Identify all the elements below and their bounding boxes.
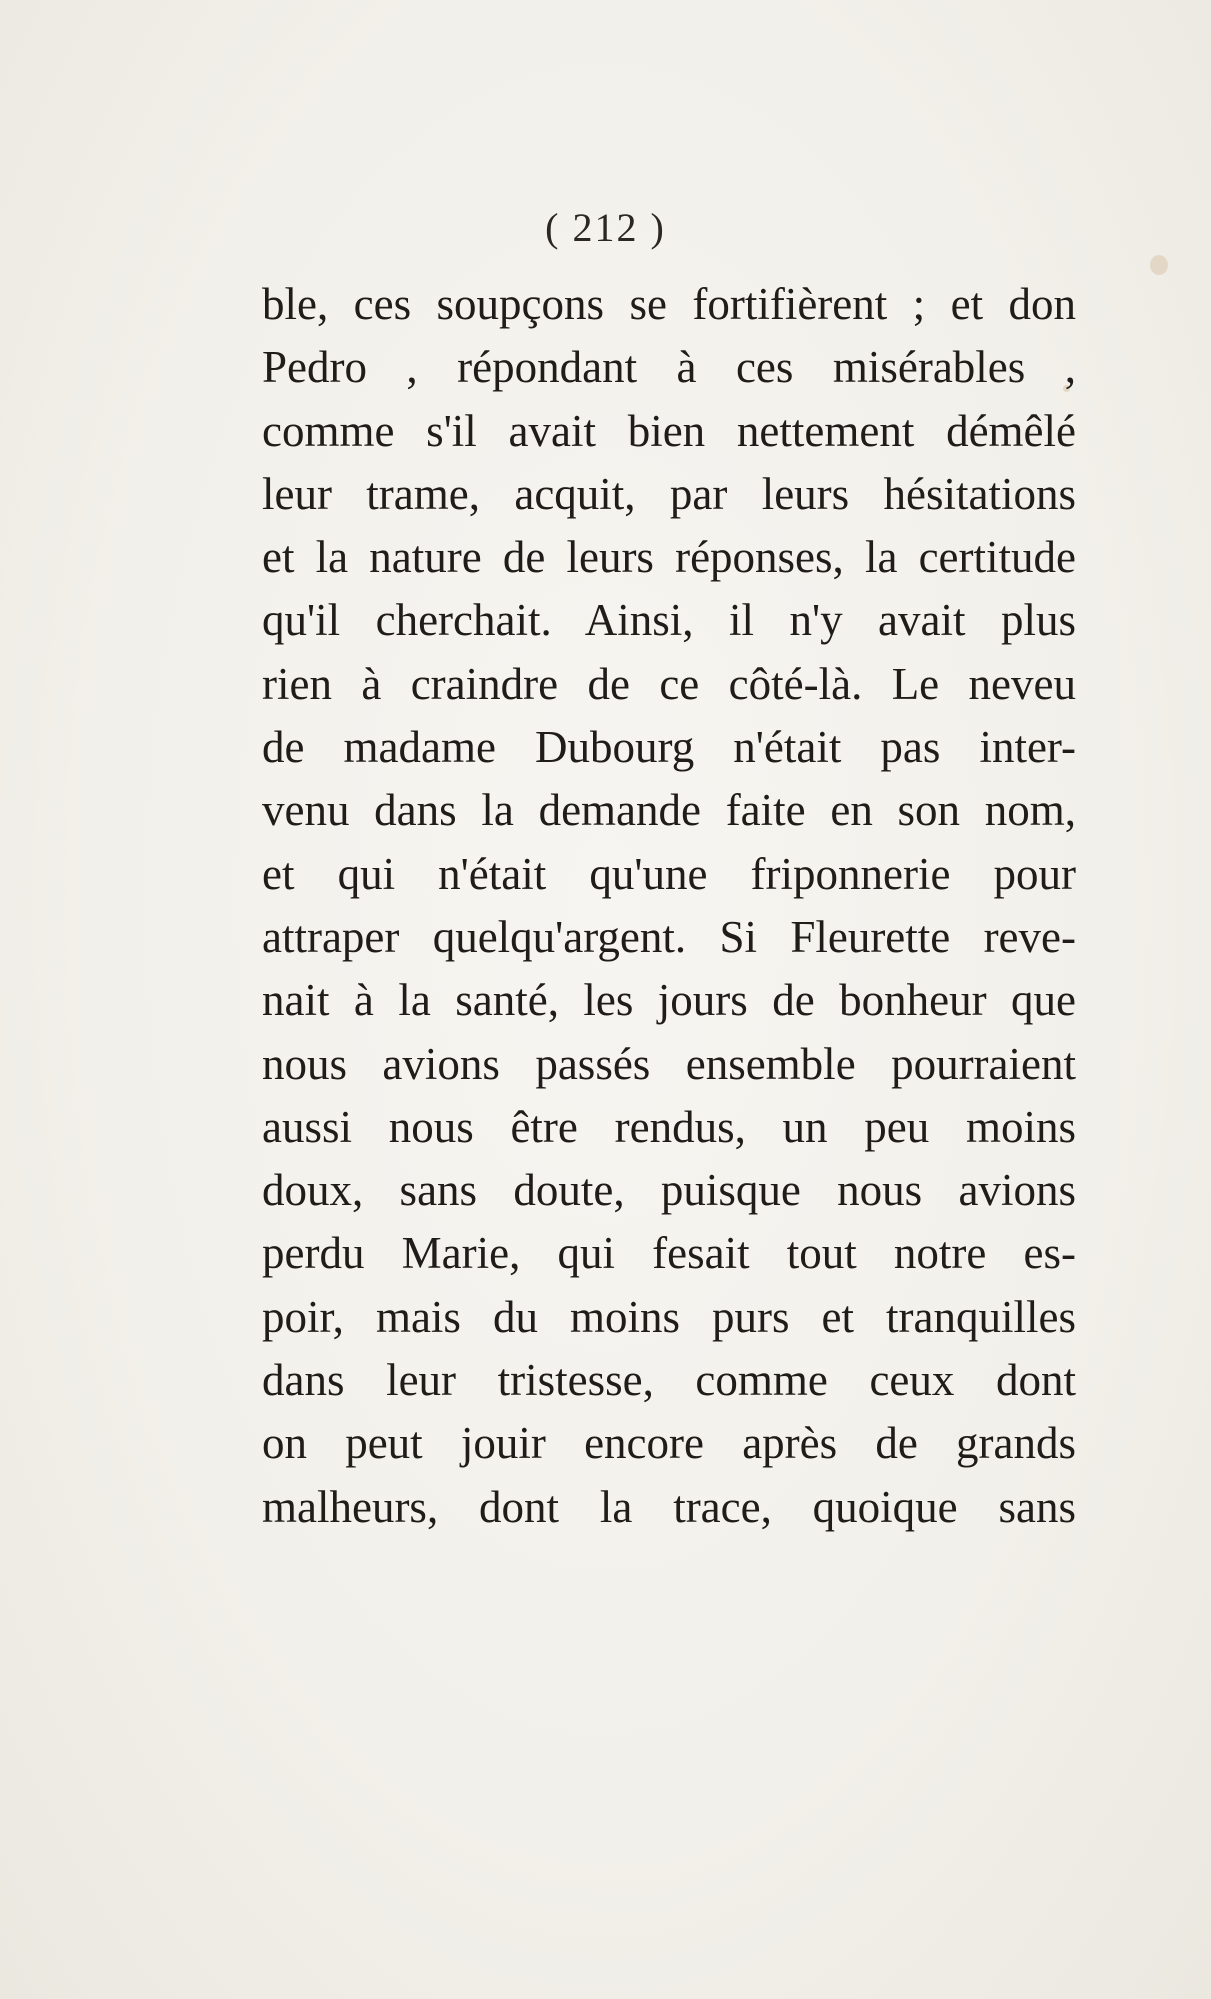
text-line: perdu Marie, qui fesait tout notre es- xyxy=(262,1228,1076,1279)
paper-stain xyxy=(1150,255,1168,275)
text-line: malheurs, dont la trace, quoique sans xyxy=(262,1481,1076,1532)
text-line: dans leur tristesse, comme ceux dont xyxy=(262,1355,1076,1406)
text-line: de madame Dubourg n'était pas inter- xyxy=(262,722,1076,773)
text-line: comme s'il avait bien nettement démêlé xyxy=(262,405,1076,456)
text-line: poir, mais du moins purs et tranquilles xyxy=(262,1291,1076,1342)
text-line: aussi nous être rendus, un peu moins xyxy=(262,1101,1076,1152)
text-line: attraper quelqu'argent. Si Fleurette reve- xyxy=(262,911,1076,962)
body-text xyxy=(262,273,1076,1539)
text-line: nait à la santé, les jours de bonheur que xyxy=(262,975,1076,1026)
text-line: doux, sans doute, puisque nous avions xyxy=(262,1165,1076,1216)
text-line: et qui n'était qu'une friponnerie pour xyxy=(262,848,1076,899)
text-line: venu dans la demande faite en son nom, xyxy=(262,785,1076,836)
text-line: ble, ces soupçons se fortifièrent ; et don xyxy=(262,279,1076,329)
text-line: et la nature de leurs réponses, la certitude xyxy=(262,532,1076,583)
text-line: rien à craindre de ce côté-là. Le neveu xyxy=(262,658,1076,709)
text-line: qu'il cherchait. Ainsi, il n'y avait plus xyxy=(262,595,1076,646)
page-number: ( 212 ) xyxy=(545,205,666,250)
text-line: leur trame, acquit, par leurs hésitations xyxy=(262,468,1076,519)
text-line: Pedro , répondant à ces misérables , xyxy=(262,342,1076,393)
text-line: nous avions passés ensemble pourraient xyxy=(262,1038,1076,1089)
text-line: on peut jouir encore après de grands xyxy=(262,1418,1076,1469)
